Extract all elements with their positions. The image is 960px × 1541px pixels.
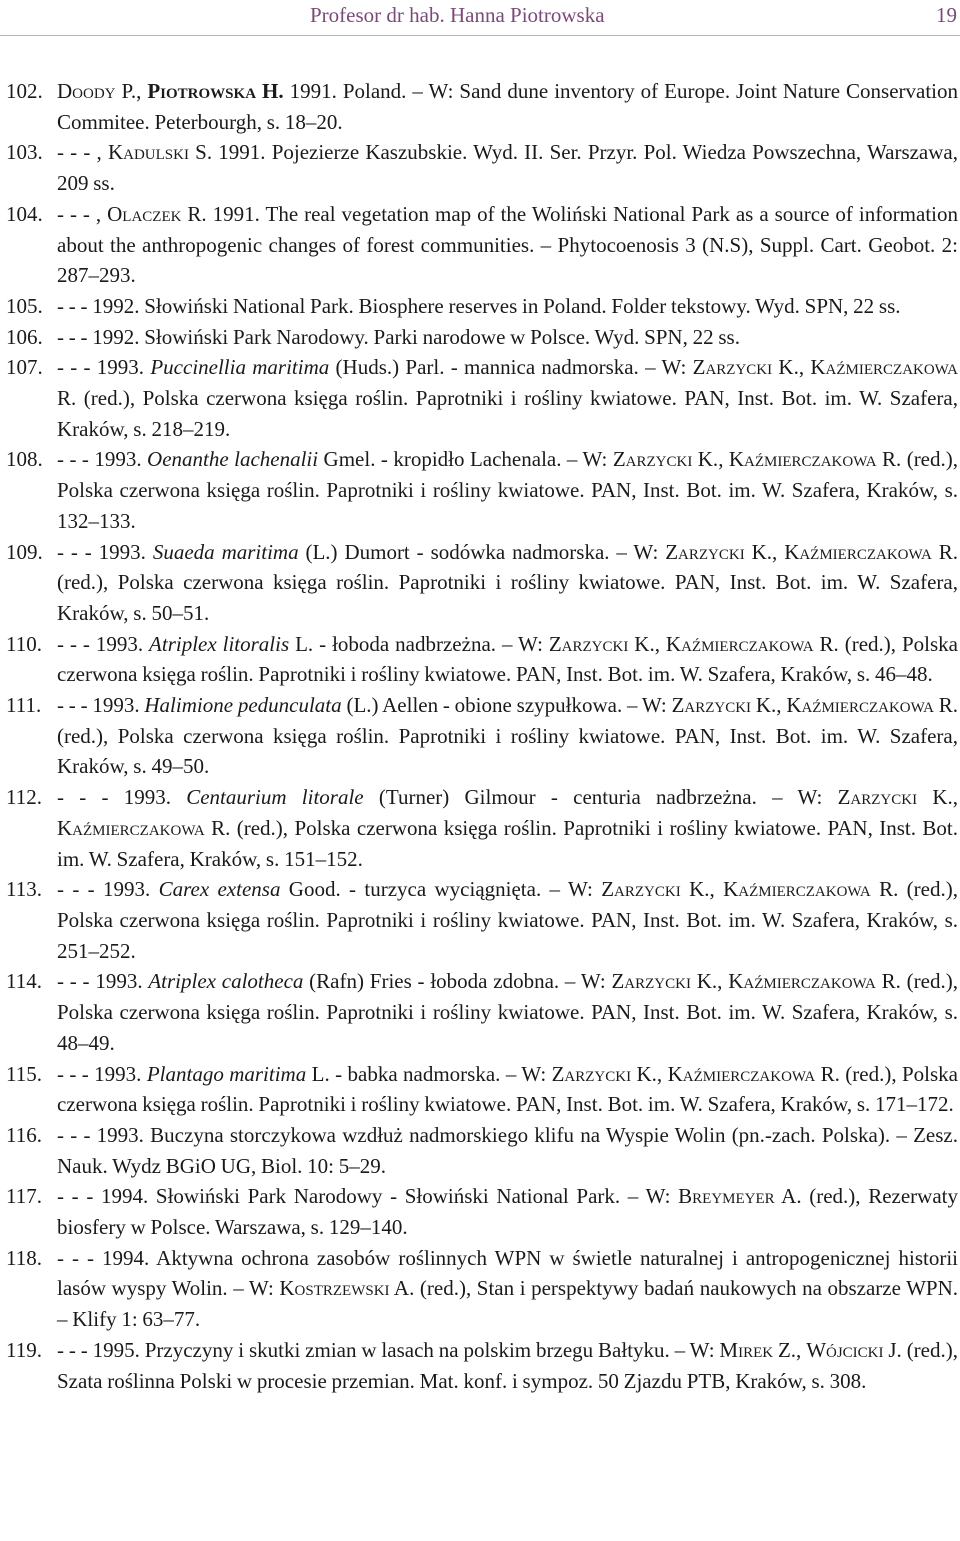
reference-text: - - - 1994. Słowiński Park Narodowy - Słowiński National Park. – W: xyxy=(57,1184,679,1209)
species-name: Puccinellia maritima xyxy=(150,355,330,380)
reference-text: (red.), Polska czerwona księga roślin. Paprotniki i rośliny kwiatowe. PAN, Inst. Bot. im. W. Szafera, Kraków, s. 251–252. xyxy=(57,877,958,963)
reference-text: (Huds.) Parl. - mannica nadmorska. – W: xyxy=(329,355,693,380)
reference-text: (red.), Polska czerwona księga roślin. Paprotniki i rośliny kwiatowe. PAN, Inst. Bot. im. W. Szafera, Kraków, s. 46–48. xyxy=(57,631,958,687)
reference-text: , xyxy=(717,969,729,994)
reference-text: (red.), Polska czerwona księga roślin. Paprotniki i rośliny kwiatowe. PAN, Inst. Bot. im. W. Szafera, Kraków, s. 171–172. xyxy=(57,1061,958,1117)
reference-number: 118. xyxy=(6,1245,42,1270)
reference-number: 109. xyxy=(6,539,43,564)
reference-text: , xyxy=(796,1337,807,1362)
reference-text: 1991. The real vegetation map of the Woliński National Park as a source of information about the anthropogenic changes of forest communities. – Phytocoenosis 3 (N.S), Suppl. Cart. Geobot. 2: 287–293. xyxy=(57,201,958,288)
author-name: Kaźmierczakowa R. xyxy=(728,447,902,472)
author-name: Zarzycki K. xyxy=(665,539,773,564)
author-name: Zarzycki K. xyxy=(692,355,799,380)
reference-number: 111. xyxy=(6,693,42,718)
reference-text: , xyxy=(718,447,729,472)
reference-entry xyxy=(0,199,960,291)
author-name: Breymeyer A. xyxy=(678,1184,802,1209)
author-name: Doody P. xyxy=(57,79,137,103)
reference-number: 113. xyxy=(6,877,42,902)
author-name: Kaźmierczakowa R. xyxy=(57,355,959,411)
author-name: Zarzycki K. xyxy=(548,631,655,656)
reference-text: , xyxy=(776,693,787,718)
reference-text: , xyxy=(709,877,724,902)
reference-text: - - - 1994. Aktywna ochrona zasobów roślinnych WPN w świetle naturalnej i antropogenicznej historii lasów wyspy Wolin. – W: xyxy=(57,1245,958,1301)
reference-text: (red.), Szata roślinna Polski w procesie przemian. Mat. konf. i sympoz. 50 Zjazdu PTB, Kraków, s. 308. xyxy=(57,1337,958,1393)
reference-text: (red.), Polska czerwona księga roślin. Paprotniki i rośliny kwiatowe. PAN, Inst. Bot. im. W. Szafera, Kraków, s. 50–51. xyxy=(57,570,958,625)
running-header-author: Profesor dr hab. Hanna Piotrowska xyxy=(310,3,605,27)
species-name: Plantago maritima xyxy=(146,1061,307,1086)
reference-text: , xyxy=(772,539,785,564)
reference-text: (Turner) Gilmour - centuria nadbrzeżna. – W: xyxy=(363,785,838,810)
reference-text: - - - 1993. xyxy=(57,1061,147,1086)
reference-text: - - - 1993. xyxy=(57,877,159,902)
reference-text: (red.), Polska czerwona księga roślin. Paprotniki i rośliny kwiatowe. PAN, Inst. Bot. im. W. Szafera, Kraków, s. 218–219. xyxy=(57,386,958,441)
reference-entry xyxy=(0,291,960,322)
species-name: Carex extensa xyxy=(158,877,281,902)
reference-text: , xyxy=(952,785,958,810)
author-name: Kadulski S. xyxy=(107,140,213,165)
author-name: Zarzycki K. xyxy=(612,447,719,472)
author-name: Kaźmierczakowa R. xyxy=(784,539,958,564)
reference-number: 117. xyxy=(6,1184,42,1209)
reference-text: - - - 1993. xyxy=(57,631,150,656)
reference-entry xyxy=(0,1181,960,1242)
reference-text: - - - 1992. Słowiński National Park. Biosphere reserves in Poland. Folder tekstowy. Wyd. SPN, 22 ss. xyxy=(57,293,901,318)
author-name: Mirek Z. xyxy=(719,1337,797,1362)
reference-text: - - - 1993. Buczyna storczykowa wzdłuż nadmorskiego klifu na Wyspie Wolin (pn.-zach. Polska). – Zesz. Nauk. Wydz BGiO UG, Biol. 10: 5–29. xyxy=(57,1122,958,1178)
reference-entry xyxy=(0,874,960,966)
reference-text: - - - , xyxy=(57,201,108,226)
reference-entry xyxy=(0,137,960,198)
reference-text: , xyxy=(654,631,666,656)
author-name: Kaźmierczakowa R. xyxy=(665,631,839,656)
reference-text: (red.), Polska czerwona księga roślin. Paprotniki i rośliny kwiatowe. PAN, Inst. Bot. im. W. Szafera, Kraków, s. 151–152. xyxy=(57,815,958,871)
reference-text: - - - 1993. xyxy=(57,693,145,718)
reference-entry xyxy=(0,352,960,444)
author-name: Zarzycki K. xyxy=(601,877,710,902)
reference-text: 1991. Poland. – W: Sand dune inventory of Europe. Joint Nature Conservation Commitee. Peterbourgh, s. 18–20. xyxy=(57,79,959,134)
author-name: Zarzycki K. xyxy=(551,1061,657,1086)
reference-number: 106. xyxy=(6,324,43,349)
reference-entry xyxy=(0,629,960,690)
reference-text: - - - , xyxy=(57,140,108,165)
reference-number: 110. xyxy=(6,631,42,656)
reference-text: , xyxy=(136,79,148,103)
species-name: Oenanthe lachenalii xyxy=(147,447,319,472)
reference-number: 112. xyxy=(6,785,42,810)
reference-entry xyxy=(0,1243,960,1335)
reference-text: , xyxy=(798,355,811,380)
author-name: Piotrowska H. xyxy=(147,79,284,103)
author-name: Olaczek R. xyxy=(107,201,207,226)
author-name: Kaźmierczakowa R. xyxy=(667,1061,840,1086)
reference-text: , xyxy=(656,1061,668,1086)
reference-number: 119. xyxy=(6,1337,42,1362)
reference-text: - - - 1993. xyxy=(57,539,153,564)
species-name: Halimione pedunculata xyxy=(144,693,342,718)
reference-number: 102. xyxy=(6,79,43,103)
reference-number: 107. xyxy=(6,355,43,380)
reference-text: (red.), Rezerwaty biosfery w Polsce. Warszawa, s. 129–140. xyxy=(57,1184,958,1240)
reference-text: (red.), Polska czerwona księga roślin. Paprotniki i rośliny kwiatowe. PAN, Inst. Bot. im. W. Szafera, Kraków, s. 49–50. xyxy=(57,723,958,779)
reference-text: (red.), Polska czerwona księga roślin. Paprotniki i rośliny kwiatowe. PAN, Inst. Bot. im. W. Szafera, Kraków, s. 48–49. xyxy=(57,969,958,1055)
header-rule xyxy=(0,35,960,36)
reference-list xyxy=(0,76,960,1396)
reference-entry xyxy=(0,1335,960,1396)
reference-number: 108. xyxy=(6,447,43,472)
reference-entry xyxy=(0,966,960,1058)
author-name: Kaźmierczakowa R. xyxy=(786,693,959,718)
species-name: Centaurium litorale xyxy=(186,785,364,810)
reference-text: - - - 1993. xyxy=(57,969,149,994)
author-name: Wójcicki J. xyxy=(806,1337,902,1362)
reference-text: 1991. Pojezierze Kaszubskie. Wyd. II. Ser. Przyr. Pol. Wiedza Powszechna, Warszawa, 209 ss. xyxy=(57,140,958,196)
reference-text: Gmel. - kropidło Lachenala. – W: xyxy=(318,447,613,472)
reference-text: - - - 1992. Słowiński Park Narodowy. Parki narodowe w Polsce. Wyd. SPN, 22 ss. xyxy=(57,324,740,349)
reference-entry xyxy=(0,1120,960,1181)
author-name: Zarzycki K. xyxy=(837,785,953,810)
reference-number: 105. xyxy=(6,293,43,318)
reference-entry xyxy=(0,1059,960,1120)
author-name: Kostrzewski A. xyxy=(279,1276,415,1301)
author-name: Kaźmierczakowa R. xyxy=(57,815,231,840)
author-name: Kaźmierczakowa R. xyxy=(723,877,899,902)
author-name: Zarzycki K. xyxy=(611,969,718,994)
author-name: Zarzycki K. xyxy=(671,693,777,718)
reference-number: 104. xyxy=(6,201,43,226)
page-number: 19 xyxy=(936,3,957,27)
reference-text: L. - babka nadmorska. – W: xyxy=(306,1061,552,1086)
reference-entry xyxy=(0,76,960,137)
reference-text: - - - 1995. Przyczyny i skutki zmian w lasach na polskim brzegu Bałtyku. – W: xyxy=(57,1337,720,1362)
reference-text: Good. - turzyca wyciągnięta. – W: xyxy=(280,877,602,902)
reference-number: 103. xyxy=(6,140,43,165)
running-header xyxy=(0,0,960,36)
reference-entry xyxy=(0,322,960,353)
reference-number: 116. xyxy=(6,1122,42,1147)
reference-text: - - - 1993. xyxy=(57,785,187,810)
reference-entry xyxy=(0,690,960,782)
reference-entry xyxy=(0,782,960,874)
reference-entry xyxy=(0,537,960,629)
reference-number: 114. xyxy=(6,969,42,994)
reference-text: (L.) Dumort - sodówka nadmorska. – W: xyxy=(298,539,666,564)
reference-text: L. - łoboda nadbrzeżna. – W: xyxy=(289,631,549,656)
reference-text: (L.) Aellen - obione szypułkowa. – W: xyxy=(341,693,672,718)
reference-text: - - - 1993. xyxy=(57,355,151,380)
species-name: Suaeda maritima xyxy=(152,539,299,564)
species-name: Atriplex calotheca xyxy=(148,969,304,994)
reference-text: (Rafn) Fries - łoboda zdobna. – W: xyxy=(303,969,612,994)
reference-text: (red.), Polska czerwona księga roślin. Paprotniki i rośliny kwiatowe. PAN, Inst. Bot. im. W. Szafera, Kraków, s. 132–133. xyxy=(57,447,958,533)
author-name: Kaźmierczakowa R. xyxy=(728,969,901,994)
reference-text: - - - 1993. xyxy=(57,447,148,472)
reference-number: 115. xyxy=(6,1061,42,1086)
reference-entry xyxy=(0,444,960,536)
reference-text: (red.), Stan i perspektywy badań naukowych na obszarze WPN. – Klify 1: 63–77. xyxy=(57,1276,959,1332)
species-name: Atriplex litoralis xyxy=(149,631,290,656)
